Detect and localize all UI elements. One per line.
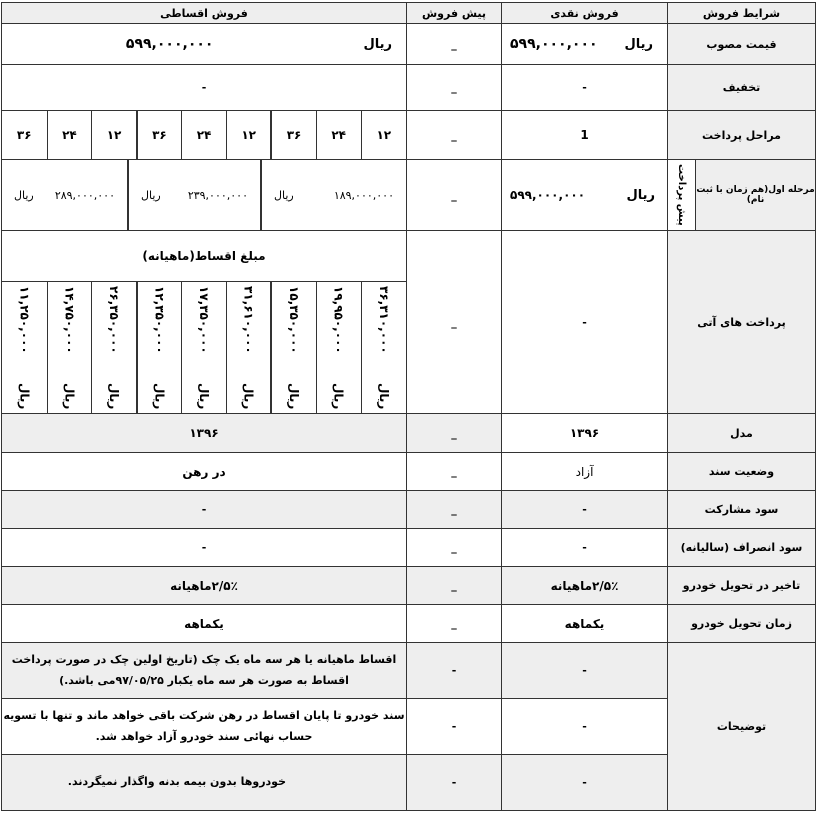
inst-approved-price <box>2 24 407 65</box>
installment-value: ۱۱,۲۵۰,۰۰۰ <box>17 285 32 354</box>
inst-delivery-time: یکماهه <box>2 605 407 643</box>
label-first-stage: مرحله اول(هم زمان با ثبت نام) <box>696 160 816 231</box>
row-discount <box>2 65 816 111</box>
currency-label: ریال <box>363 36 392 52</box>
label-delivery-time: زمان تحویل خودرو <box>668 605 816 643</box>
inst-note: خودروها بدون بیمه بدنه واگذار نمیگردند. <box>2 755 407 811</box>
presale-delivery-delay: _ <box>407 567 502 605</box>
row-delivery-delay <box>2 567 816 605</box>
down-payment-value: ۲۸۹,۰۰۰,۰۰۰ <box>54 188 115 202</box>
presale-document-status: _ <box>407 453 502 491</box>
cash-down-payment <box>502 160 668 231</box>
presale-note: - <box>407 755 502 811</box>
installment-value: ۳۶,۳۱۰,۰۰۰ <box>376 285 391 354</box>
label-model: مدل <box>668 414 816 453</box>
cash-note: - <box>502 755 668 811</box>
price-value: ۵۹۹,۰۰۰,۰۰۰ <box>510 188 586 202</box>
header-row <box>2 3 816 24</box>
presale-approved-price: _ <box>407 24 502 65</box>
stage-cell: ۱۲ <box>361 111 406 159</box>
installment-value: ۱۲,۳۵۰,۰۰۰ <box>152 285 167 354</box>
installment-value: ۱۴,۷۵۰,۰۰۰ <box>62 285 77 354</box>
header-conditions: شرایط فروش <box>668 3 816 24</box>
installment-value: ۳۱,۶۱۰,۰۰۰ <box>241 285 256 354</box>
cash-cancellation-profit: - <box>502 529 668 567</box>
inst-future-payments <box>2 231 407 414</box>
installment-cell <box>316 282 361 413</box>
cash-document-status: آزاد <box>502 453 668 491</box>
presale-model: _ <box>407 414 502 453</box>
row-delivery-time <box>2 605 816 643</box>
price-value: ۵۹۹,۰۰۰,۰۰۰ <box>510 36 598 52</box>
stage-cell: ۲۴ <box>316 111 361 159</box>
installment-cell <box>2 282 47 413</box>
installment-cell <box>137 282 182 413</box>
cash-note: - <box>502 699 668 755</box>
currency-label: ریال <box>624 36 653 52</box>
installment-value: ۲۶,۳۵۰,۰۰۰ <box>107 285 122 354</box>
label-notes: توضیحات <box>668 643 816 811</box>
sales-conditions-table <box>1 2 816 811</box>
cash-future-payments: - <box>502 231 668 414</box>
stage-cell: ۱۲ <box>227 111 272 159</box>
label-participation-profit: سود مشارکت <box>668 491 816 529</box>
label-payment-stages: مراحل پرداخت <box>668 111 816 160</box>
presale-down-payment: _ <box>407 160 502 231</box>
row-participation-profit <box>2 491 816 529</box>
inst-discount: - <box>2 65 407 111</box>
inst-payment-stages <box>2 111 407 160</box>
presale-note: - <box>407 699 502 755</box>
stage-cell: ۳۶ <box>16 128 32 142</box>
cash-delivery-delay: ۲/۵٪ماهیانه <box>502 567 668 605</box>
currency-label: ریال <box>241 383 256 410</box>
cash-discount: - <box>502 65 668 111</box>
label-approved-price: قیمت مصوب <box>668 24 816 65</box>
currency-label: ریال <box>107 383 122 410</box>
row-approved-price <box>2 24 816 65</box>
cash-approved-price <box>502 24 668 65</box>
monthly-installments-title: مبلغ اقساط(ماهیانه) <box>2 231 406 282</box>
currency-label: ریال <box>62 383 77 410</box>
cash-delivery-time: یکماهه <box>502 605 668 643</box>
row-note-1 <box>2 643 816 699</box>
currency-label: ریال <box>152 383 167 410</box>
down-payment-cell <box>2 160 128 230</box>
label-future-payments: پرداخت های آتی <box>668 231 816 414</box>
installment-value: ۱۹,۹۵۰,۰۰۰ <box>331 285 346 354</box>
presale-future-payments: _ <box>407 231 502 414</box>
currency-label: ریال <box>17 383 32 410</box>
installment-cell <box>92 282 137 413</box>
currency-label: ریال <box>331 383 346 410</box>
stage-cell: ۳۶ <box>137 111 182 159</box>
cash-participation-profit: - <box>502 491 668 529</box>
down-payment-group <box>668 160 696 231</box>
down-payment-group-label: پیش پرداخت <box>676 164 688 226</box>
presale-participation-profit: _ <box>407 491 502 529</box>
label-discount: تخفیف <box>668 65 816 111</box>
inst-note: اقساط ماهیانه یا هر سه ماه یک چک (تاریخ اولین چک در صورت پرداخت اقساط به صورت هر سه ماه یکبار ۹۷/۰۵/۲۵می باشد.) <box>2 643 407 699</box>
currency-label: ریال <box>197 383 212 410</box>
price-value: ۵۹۹,۰۰۰,۰۰۰ <box>125 36 214 52</box>
installment-cell <box>182 282 227 413</box>
label-document-status: وضعیت سند <box>668 453 816 491</box>
presale-payment-stages: _ <box>407 111 502 160</box>
installment-cell <box>47 282 92 413</box>
down-payment-value: ۲۳۹,۰۰۰,۰۰۰ <box>187 188 248 202</box>
installment-cell <box>361 282 406 413</box>
inst-participation-profit: - <box>2 491 407 529</box>
currency-label: ریال <box>376 383 391 410</box>
stage-cell: ۳۶ <box>271 111 316 159</box>
installment-value: ۱۷,۳۵۰,۰۰۰ <box>197 285 212 354</box>
header-cash: فروش نقدی <box>502 3 668 24</box>
row-document-status <box>2 453 816 491</box>
row-payment-stages <box>2 111 816 160</box>
cash-note: - <box>502 643 668 699</box>
currency-label: ریال <box>274 188 294 202</box>
presale-delivery-time: _ <box>407 605 502 643</box>
row-future-payments <box>2 231 816 414</box>
presale-discount: _ <box>407 65 502 111</box>
label-delivery-delay: تاخیر در تحویل خودرو <box>668 567 816 605</box>
row-cancellation-profit <box>2 529 816 567</box>
cash-payment-stages: 1 <box>502 111 668 160</box>
stage-cell: ۱۲ <box>92 111 137 159</box>
currency-label: ریال <box>287 383 302 410</box>
down-payment-cell <box>261 160 406 230</box>
presale-cancellation-profit: _ <box>407 529 502 567</box>
installment-cell <box>227 282 272 413</box>
currency-label: ریال <box>14 188 34 202</box>
inst-cancellation-profit: - <box>2 529 407 567</box>
inst-model: ۱۳۹۶ <box>2 414 407 453</box>
currency-label: ریال <box>626 187 655 203</box>
row-down-payment <box>2 160 816 231</box>
cash-model: ۱۳۹۶ <box>502 414 668 453</box>
inst-document-status: در رهن <box>2 453 407 491</box>
presale-note: - <box>407 643 502 699</box>
down-payment-value: ۱۸۹,۰۰۰,۰۰۰ <box>333 188 394 202</box>
header-installment: فروش اقساطی <box>2 3 407 24</box>
inst-delivery-delay: ۲/۵٪ماهیانه <box>2 567 407 605</box>
stage-cell: ۲۴ <box>182 111 227 159</box>
installment-cell <box>271 282 316 413</box>
currency-label: ریال <box>141 188 161 202</box>
inst-down-payment <box>2 160 407 231</box>
installment-value: ۱۵,۳۵۰,۰۰۰ <box>287 285 302 354</box>
inst-note: سند خودرو تا پایان اقساط در رهن شرکت باقی خواهد ماند و تنها با تسویه حساب نهائی سند خودرو آزاد خواهد شد. <box>2 699 407 755</box>
row-model <box>2 414 816 453</box>
stage-cell: ۲۴ <box>47 111 92 159</box>
down-payment-cell <box>128 160 261 230</box>
label-cancellation-profit: سود انصراف (سالیانه) <box>668 529 816 567</box>
header-presale: پیش فروش <box>407 3 502 24</box>
